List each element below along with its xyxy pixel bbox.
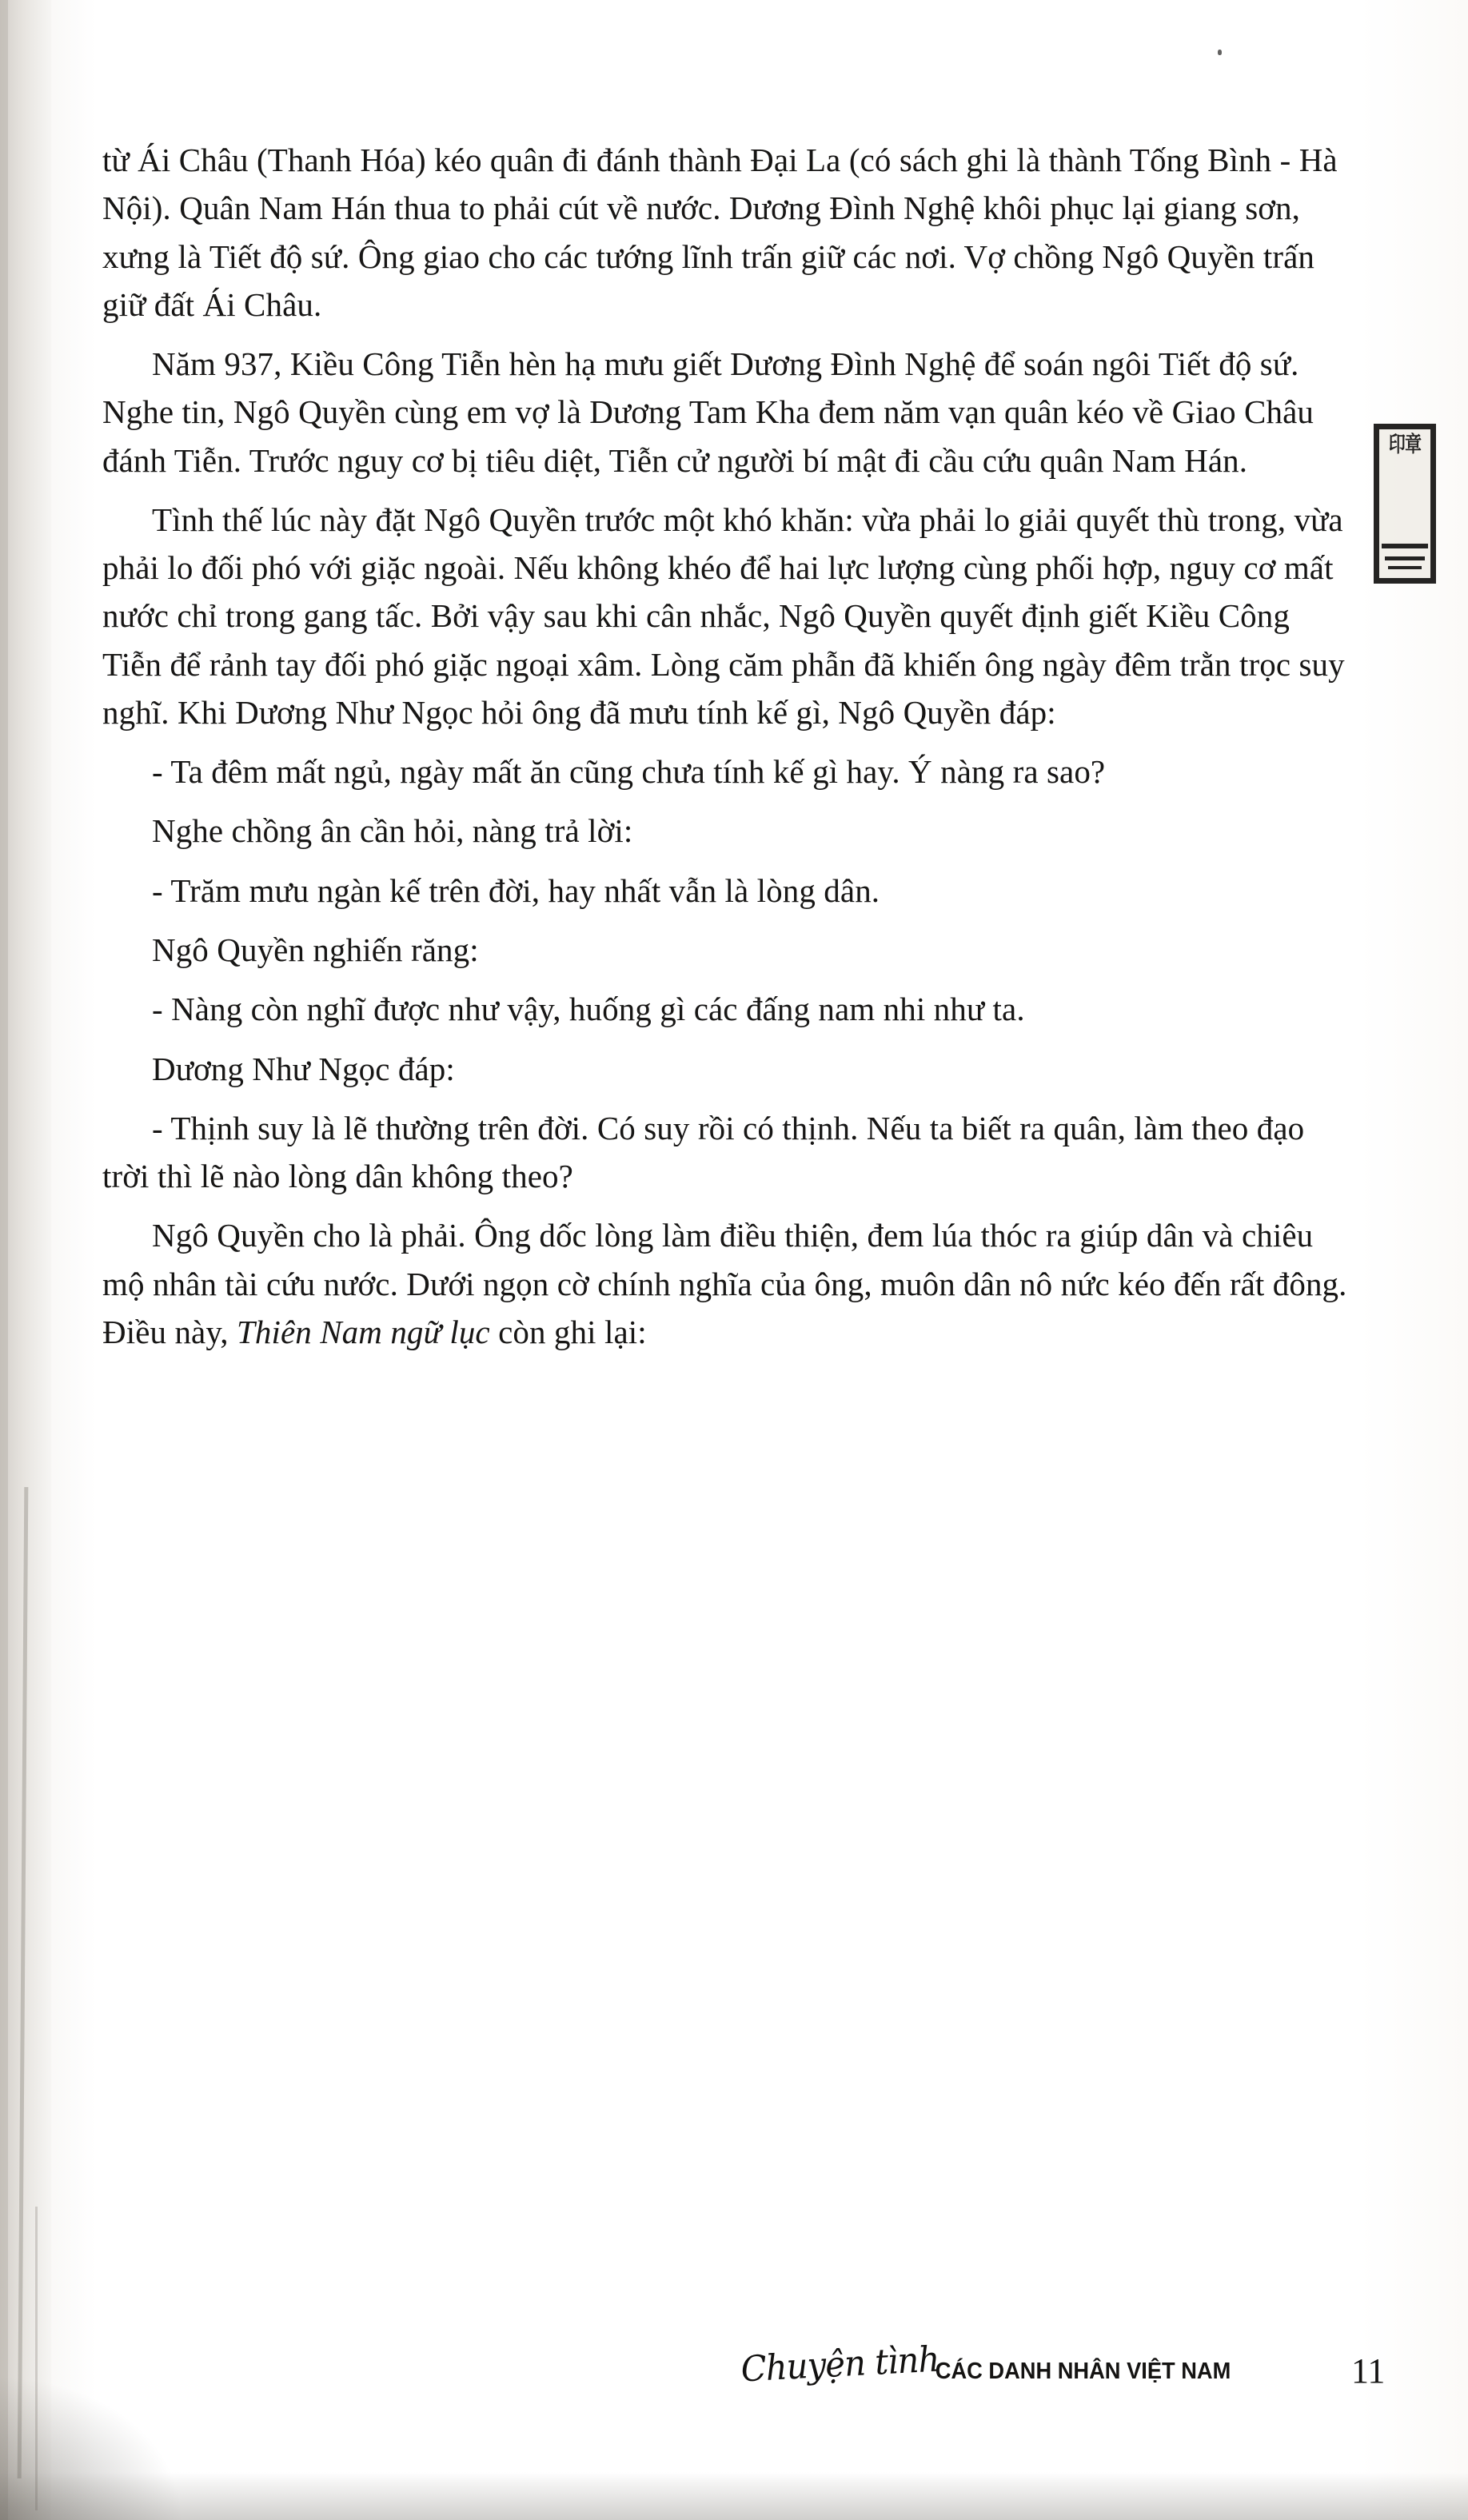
margin-stamp-icon	[1374, 424, 1436, 584]
stamp-speckle	[1388, 566, 1422, 569]
scan-bottom-shadow	[0, 2472, 1468, 2520]
paragraph: Tình thế lúc này đặt Ngô Quyền trước một khó khăn: vừa phải lo giải quyết thù trong, vừa phải lo đối phó với giặc ngoài. Nếu không khéo để hai lực lượng cùng phối hợp, nguy cơ mất nước chỉ trong gang tấc. Bởi vậy sau khi cân nhắc, Ngô Quyền quyết định giết Kiều Công Tiễn để rảnh tay đối phó giặc ngoại xâm. Lòng căm phẫn đã khiến ông ngày đêm trằn trọc suy nghĩ. Khi Dương Như Ngọc hỏi ông đã mưu tính kế gì, Ngô Quyền đáp:	[102, 500, 1345, 731]
stamp-speckle	[1382, 544, 1428, 548]
page-edge-shadow	[0, 0, 8, 2520]
paragraph: Nghe chồng ân cần hỏi, nàng trả lời:	[152, 812, 633, 850]
paragraph: - Nàng còn nghĩ được như vậy, huống gì các đấng nam nhi như ta.	[152, 991, 1025, 1028]
paragraph: Ngô Quyền nghiến răng:	[152, 931, 479, 968]
paragraph: Dương Như Ngọc đáp:	[152, 1050, 455, 1087]
ink-speck	[1218, 50, 1222, 55]
body-text-column	[102, 136, 1350, 1367]
paragraph: - Ta đêm mất ngủ, ngày mất ăn cũng chưa tính kế gì hay. Ý nàng ra sao?	[152, 753, 1106, 791]
cited-work-title: Thiên Nam ngữ lục	[236, 1313, 490, 1350]
paragraph: từ Ái Châu (Thanh Hóa) kéo quân đi đánh thành Đại La (có sách ghi là thành Tống Bình - Hà Nội). Quân Nam Hán thua to phải cút về nước. Dương Đình Nghệ khôi phục lại giang sơn, xưng là Tiết độ sứ. Ông giao cho các tướng lĩnh trấn giữ các nơi. Vợ chồng Ngô Quyền trấn giữ đất Ái Châu.	[102, 142, 1338, 323]
page-footer	[0, 2339, 1468, 2454]
stamp-speckle	[1385, 556, 1425, 560]
paragraph-tail: còn ghi lại:	[489, 1313, 647, 1350]
page-number: 11	[1351, 2351, 1386, 2390]
footer-series-script: Chuyện tình	[740, 2339, 940, 2390]
margin-stamp-glyphs: 印章	[1388, 433, 1422, 457]
footer-series-caps: CÁC DANH NHÂN VIỆT NAM	[935, 2359, 1231, 2384]
paragraph: - Trăm mưu ngàn kế trên đời, hay nhất vẫn là lòng dân.	[152, 871, 880, 909]
paragraph: Năm 937, Kiều Công Tiễn hèn hạ mưu giết Dương Đình Nghệ để soán ngôi Tiết độ sứ. Nghe tin, Ngô Quyền cùng em vợ là Dương Tam Kha đem năm vạn quân kéo về Giao Châu đánh Tiễn. Trước nguy cơ bị tiêu diệt, Tiễn cử người bí mật đi cầu cứu quân Nam Hán.	[102, 345, 1314, 479]
scan-corner-shadow	[0, 2376, 184, 2520]
paragraph: - Thịnh suy là lẽ thường trên đời. Có suy rồi có thịnh. Nếu ta biết ra quân, làm theo đạo trời thì lẽ nào lòng dân không theo?	[102, 1109, 1305, 1195]
paragraph-with-citation	[102, 1211, 1350, 1356]
paragraph-lead: Ngô Quyền cho là phải. Ông dốc lòng làm điều thiện, đem lúa thóc ra giúp dân và chiêu mộ nhân tài cứu nước. Dưới ngọn cờ chính nghĩa của ông, muôn dân nô nức kéo đến rất đông. Điều này,	[102, 1217, 1347, 1350]
